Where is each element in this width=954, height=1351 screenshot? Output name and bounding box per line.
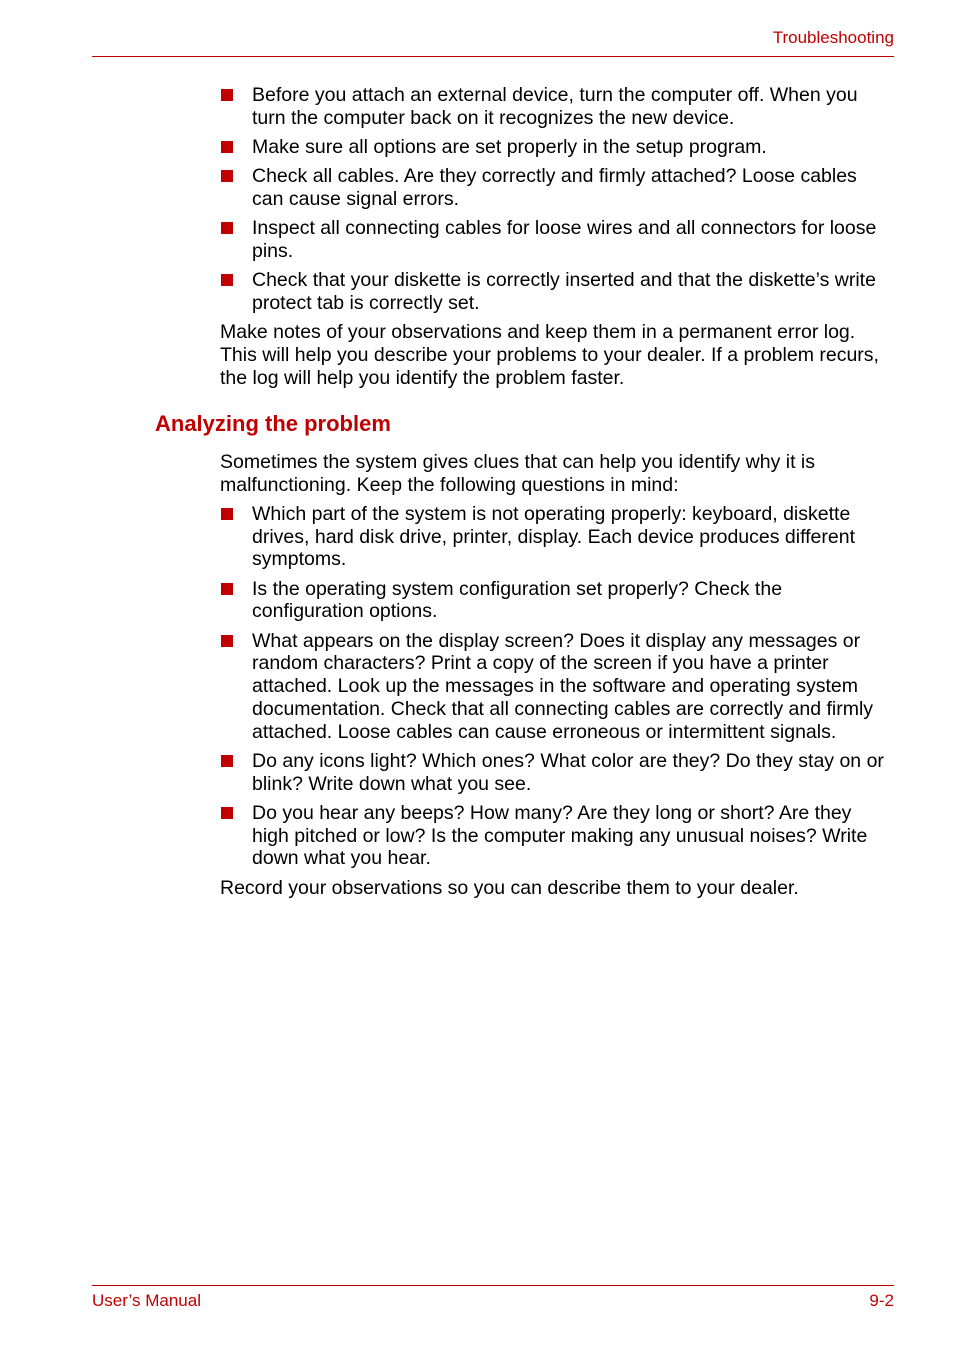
list-item [220, 217, 892, 262]
list-item-text: Make sure all options are set properly in the setup program. [252, 136, 767, 158]
list-item-text: Do any icons light? Which ones? What color are they? Do they stay on or blink? Write down what you see. [252, 749, 884, 795]
header-section-title: Troubleshooting [772, 28, 894, 47]
list-item [220, 165, 892, 210]
list-item [220, 503, 892, 571]
footer-manual-label: User’s Manual [92, 1291, 201, 1310]
list-item-text: Check all cables. Are they correctly and firmly attached? Loose cables can cause signal errors. [252, 165, 857, 210]
list-item [220, 578, 892, 623]
section-heading: Analyzing the problem [155, 411, 391, 436]
list-item-text: Which part of the system is not operating properly: keyboard, diskette drives, hard disk drive, printer, display. Each device produces different symptoms. [252, 503, 856, 571]
notes-paragraph: Make notes of your observations and keep them in a permanent error log. This will help you describe your problems to your dealer. If a problem recurs, the log will help you identify the problem faster. [220, 321, 879, 389]
square-bullet-icon [221, 222, 233, 234]
square-bullet-icon [221, 170, 233, 182]
square-bullet-icon [221, 583, 233, 595]
list-item-text: What appears on the display screen? Does it display any messages or random characters? Print a copy of the screen if you have a printer attached. Look up the messages in the software and operating system documentation. Check that all connecting cables are correctly and firmly attached. Loose cables can cause erroneous or intermittent signals. [252, 629, 874, 743]
list-item [220, 630, 892, 744]
intro-bullet-list [220, 84, 892, 315]
square-bullet-icon [221, 141, 233, 153]
list-item-text: Is the operating system configuration set properly? Check the configuration options. [252, 577, 783, 623]
header-rule [92, 56, 894, 57]
closing-paragraph: Record your observations so you can describe them to your dealer. [220, 876, 799, 899]
list-item [220, 750, 892, 795]
footer-page-number: 9-2 [869, 1291, 894, 1310]
footer-rule [92, 1285, 894, 1286]
list-item-text: Before you attach an external device, turn the computer off. When you turn the computer back on it recognizes the new device. [252, 84, 858, 129]
analysis-block [220, 451, 892, 899]
list-item [220, 269, 892, 314]
list-item [220, 136, 892, 159]
square-bullet-icon [221, 755, 233, 767]
square-bullet-icon [221, 89, 233, 101]
list-item-text: Inspect all connecting cables for loose wires and all connectors for loose pins. [252, 217, 877, 262]
square-bullet-icon [221, 508, 233, 520]
list-item [220, 802, 892, 870]
intro-block [220, 84, 892, 389]
section-intro: Sometimes the system gives clues that can help you identify why it is malfunctioning. Keep the following questions in mind: [220, 451, 816, 496]
square-bullet-icon [221, 635, 233, 647]
question-bullet-list [220, 503, 892, 870]
square-bullet-icon [221, 274, 233, 286]
list-item [220, 84, 892, 129]
list-item-text: Check that your diskette is correctly inserted and that the diskette’s write protect tab is correctly set. [252, 269, 876, 314]
square-bullet-icon [221, 807, 233, 819]
list-item-text: Do you hear any beeps? How many? Are they long or short? Are they high pitched or low? Is the computer making any unusual noises? Write down what you hear. [252, 801, 868, 870]
